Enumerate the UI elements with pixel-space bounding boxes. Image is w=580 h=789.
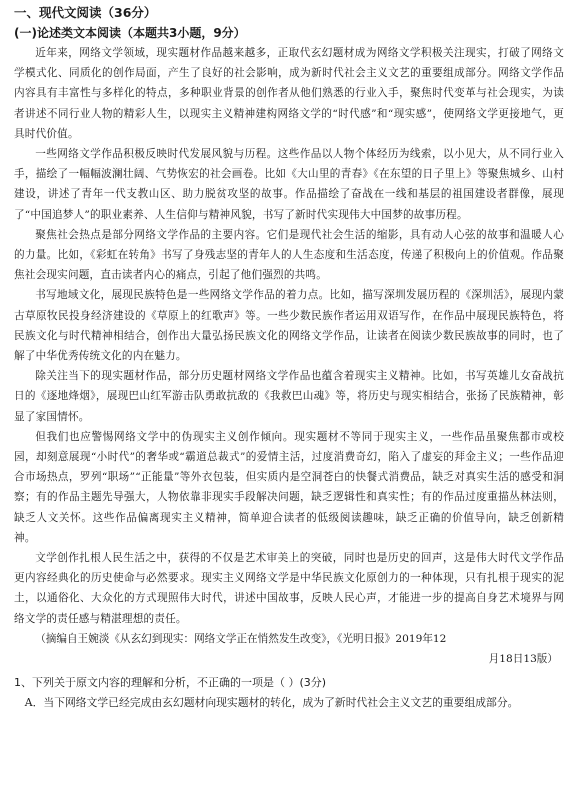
paragraph-5: 除关注当下的现实题材作品，部分历史题材网络文学作品也蕴含着现实主义精神。比如，书写英雄儿女奋战抗日的《逐地烽烟》，展现巴山红军游击队勇敢抗敌的《我救巴山魂》等，将历史与现实相结合，张扬了民族精神，彰显了家国情怀。	[14, 370, 564, 423]
subsection-title: (一)论述类文本阅读（本题共3小题，9分）	[14, 26, 246, 40]
source-date: 月18日13版）	[488, 652, 558, 665]
section-title: 一、现代文阅读（36分）	[14, 5, 157, 20]
paragraph-6: 但我们也应警惕网络文学中的伪现实主义创作倾向。现实题材不等同于现实主义，一些作品虽聚焦都市或校园，却刻意展现“小时代”的奢华或“霸道总裁式”的爱情主活，过度消费奇幻，陷入了虚妄的拜金主义；一些作品迎合市场热点，罗列“职场”“正能量”等外衣包装，但实质内是空洞苍白的快餐式消费品，缺乏对真实生活的感受和洞察；有的作品主题先导强大，人物依靠非现实手段解决问题，缺乏逻辑性和真实性；有的作品过度重描丛林法则，缺乏人文关怀。这些作品偏离现实主义精神，简单迎合读者的低级阅读趣味，缺乏正确的价值导向，缺乏创新精神。	[14, 430, 564, 544]
question-1: 1、下列关于原文内容的理解和分析，不正确的一项是（ ）(3分)	[14, 675, 327, 689]
source-citation: （摘编自王婉淡《从玄幻到现实：网络文学正在悄然发生改变》，《光明日报》2019年12	[35, 632, 447, 645]
paragraph-2: 一些网络文学作品积极反映时代发展风貌与历程。这些作品以人物个体经历为线索，以小见大，从不同行业入手，描绘了一幅幅波澜壮阔、气势恢宏的社会画卷。比如《大山里的青春》《在东望的日子里上》等聚焦城乡、山村建设，讲述了青年一代支教山区、助力脱贫攻坚的故事。作品描绘了奋战在一线和基层的祖国建设者群像，展现了“中国追梦人”的职业素养、人生信仰与精神风貌，书写了新时代实现伟大中国梦的故事历程。	[14, 148, 564, 221]
paragraph-3: 聚焦社会热点是部分网络文学作品的主要内容。它们是现代社会生活的缩影，具有动人心弦的故事和温暖人心的力量。比如，《彩虹在转角》书写了身残志坚的青年人的人生态度和生活态度，传递了积极向上的价值观。作品聚焦社会现实问题，直击读者内心的痛点，引起了他们强烈的共鸣。	[14, 228, 564, 282]
option-a: A．当下网络文学已经完成由玄幻题材向现实题材的转化，成为了新时代社会主义文艺的重要组成部分。	[24, 695, 519, 709]
paragraph-4: 书写地域文化，展现民族特色是一些网络文学作品的着力点。比如，描写深圳发展历程的《深圳活》，展现内蒙古草原牧民投身经济建设的《草原上的红歌声》等。一些少数民族作者运用双语写作，在作品中展现民族特色，将民族文化与时代精神相结合，创作出大量弘扬民族文化的网络文学作品，让读者在阅读少数民族故事的同时，也了解了中华优秀传统文化的内在魅力。	[14, 289, 564, 363]
paragraph-1: 近年来，网络文学领域，现实题材作品越来越多，正取代玄幻题材成为网络文学积极关注现实，打破了网络文学模式化、同质化的创作局面，产生了良好的社会影响，成为新时代社会主义文艺的重要组成部分。网络文学作品内容具有丰富性与多样化的特点，多种职业背景的创作者从他们熟悉的行业入手，聚焦时代变革与社会现实，为读者讲述不同行业人物的精彩人生，以现实主义精神建构网络文学的“时代感”和“现实感”，使网络文学更接地气，更具时代价值。	[14, 47, 564, 140]
paragraph-7: 文学创作扎根人民生活之中，获得的不仅是艺术审美上的突破，同时也是历史的回声，这是伟大时代文学作品更内容经典化的历史使命与必然要求。现实主义网络文学是中华民族文化原创力的一种体现，只有扎根于现实的泥土，以通俗化、大众化的方式现照伟大时代，讲述中国故事，反映人民心声，才能进一步的提高自身艺术境界与网络文学的责任感与精湛理想的责任。	[14, 552, 564, 625]
